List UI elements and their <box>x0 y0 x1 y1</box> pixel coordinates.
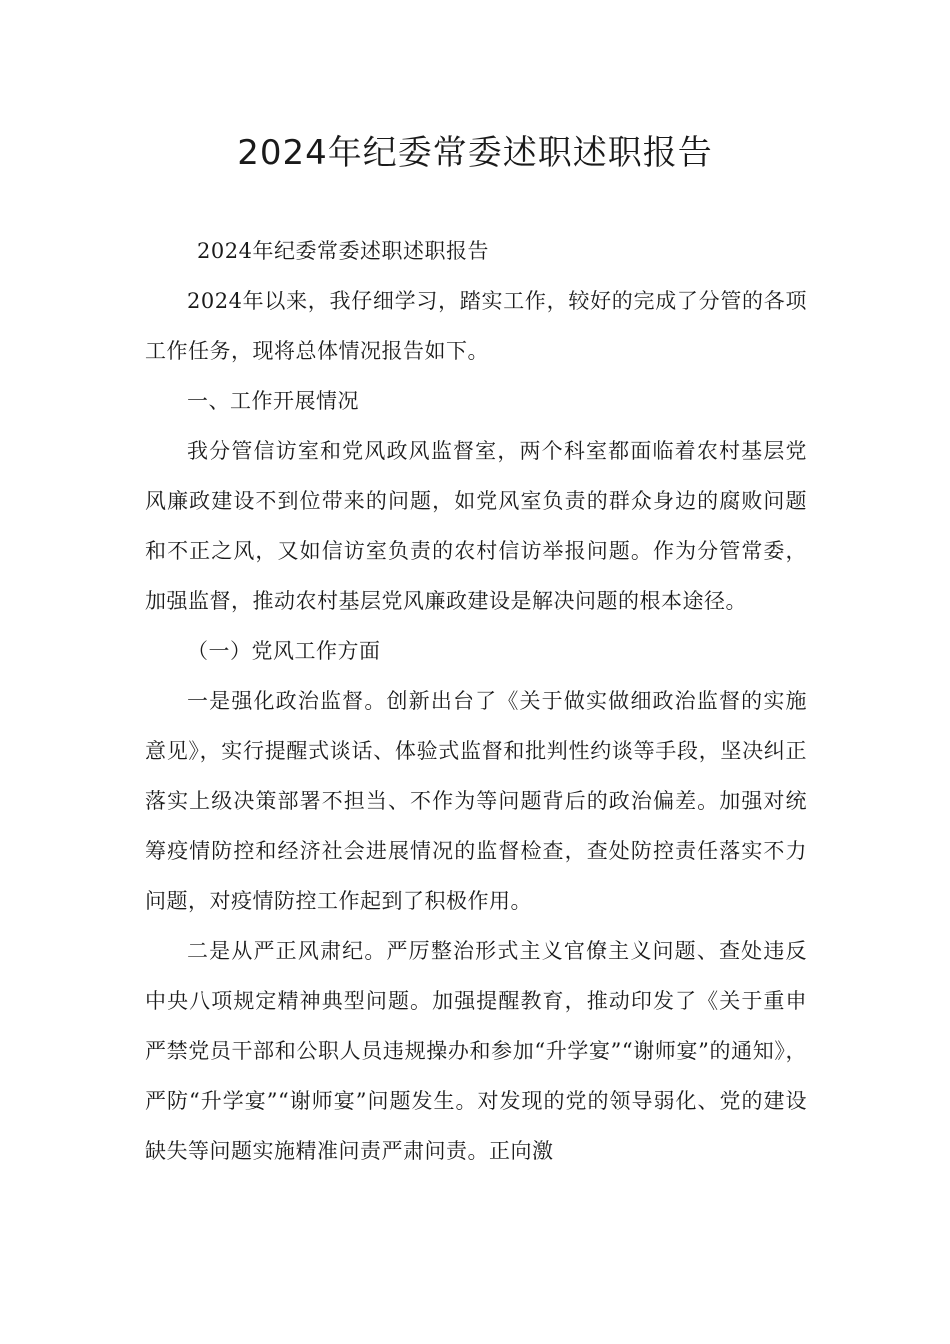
document-title: 2024年纪委常委述职述职报告 <box>237 133 713 173</box>
paragraph-subtitle: 2024年纪委常委述职述职报告 <box>197 239 489 263</box>
paragraph-responsibilities: 我分管信访室和党风政风监督室，两个科室都面临着农村基层党风廉政建设不到位带来的问题，如党风室负责的群众身边的腐败问题和不正之风，又如信访室负责的农村信访举报问题。作为分管常委，加强监督，推动农村基层党风廉政建设是解决问题的根本途径。 <box>145 439 807 613</box>
section-heading-1: 一、工作开展情况 <box>187 389 359 413</box>
subsection-heading-1: （一）党风工作方面 <box>187 639 381 663</box>
paragraph-political-supervision: 一是强化政治监督。创新出台了《关于做实做细政治监督的实施意见》，实行提醒式谈话、体验式监督和批判性约谈等手段，坚决纠正落实上级决策部署不担当、不作为等问题背后的政治偏差。加强对统筹疫情防控和经济社会进展情况的监督检查，查处防控责任落实不力问题，对疫情防控工作起到了积极作用。 <box>145 689 807 913</box>
paragraph-discipline: 二是从严正风肃纪。严厉整治形式主义官僚主义问题、查处违反中央八项规定精神典型问题。加强提醒教育，推动印发了《关于重申严禁党员干部和公职人员违规操办和参加“升学宴”“谢师宴”的通知》，严防“升学宴”“谢师宴”问题发生。对发现的党的领导弱化、党的建设缺失等问题实施精准问责严肃问责。正向激 <box>145 939 807 1163</box>
paragraph-intro: 2024年以来，我仔细学习，踏实工作，较好的完成了分管的各项工作任务，现将总体情况报告如下。 <box>145 289 807 363</box>
document-body <box>145 226 807 1176</box>
